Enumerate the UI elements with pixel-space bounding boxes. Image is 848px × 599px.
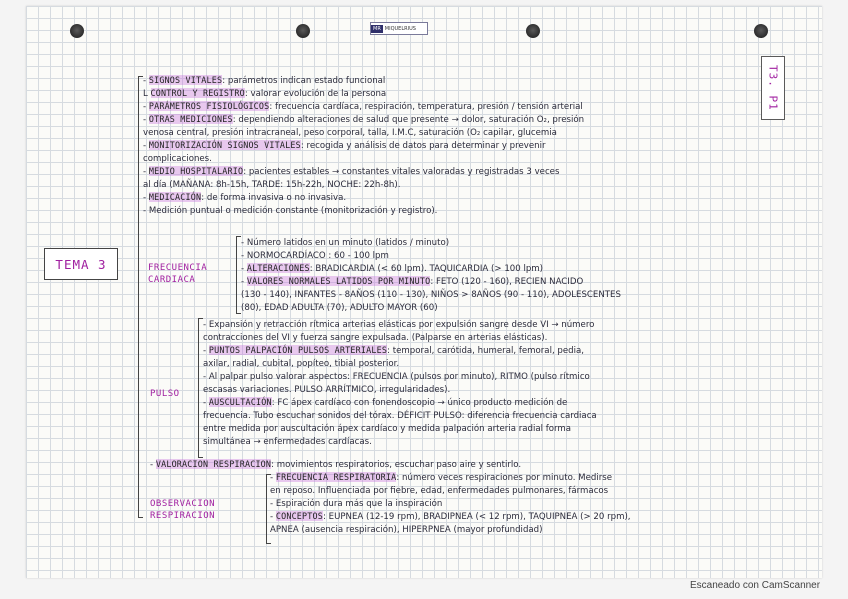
note-heading: AUSCULTACIÓN bbox=[208, 397, 272, 407]
note-text: : recogida y análisis de datos para determinar y prevenir bbox=[300, 141, 546, 151]
general-notes bbox=[143, 74, 584, 217]
note-line bbox=[143, 178, 584, 191]
note-text: (80), EDAD ADULTA (70), ADULTO MAYOR (60) bbox=[241, 303, 438, 313]
note-text: entre medida por auscultación ápex cardíaco y medida palpación arteria radial forma bbox=[203, 424, 572, 434]
note-bullet: L bbox=[143, 89, 151, 99]
note-text: al día (MAÑANA: 8h-15h, TARDE: 15h-22h, NOCHE: 22h-8h). bbox=[143, 180, 401, 190]
topic-title-box bbox=[44, 248, 118, 280]
scanner-watermark: Escaneado con CamScanner bbox=[690, 580, 821, 591]
note-text: : EUPNEA (12-19 rpm), BRADIPNEA (< 12 rpm), TAQUIPNEA (> 20 rpm), bbox=[323, 512, 631, 522]
note-line bbox=[241, 236, 621, 249]
note-text: Expansión y retracción rítmica arterias elásticas por expulsión sangre desde VI → número bbox=[208, 320, 595, 330]
note-line bbox=[203, 409, 597, 422]
note-line bbox=[143, 139, 584, 152]
note-bullet: - bbox=[270, 473, 276, 483]
note-bullet: - bbox=[203, 320, 209, 330]
obs-label-line: RESPIRACION bbox=[150, 511, 216, 521]
note-line bbox=[143, 100, 584, 113]
note-heading: SIGNOS VITALES bbox=[148, 75, 223, 85]
page-tab bbox=[761, 56, 785, 120]
pulso-label bbox=[150, 388, 180, 400]
note-text: Al palpar pulso valorar aspectos: FRECUENCIA (pulsos por minuto), RITMO (pulso rítmico bbox=[208, 372, 590, 382]
binder-hole-icon bbox=[526, 24, 540, 38]
note-text: : valorar evolución de la persona bbox=[244, 89, 387, 99]
note-text: : dependiendo alteraciones de salud que presente → dolor, saturación O₂, presión bbox=[232, 115, 585, 125]
note-bullet: - bbox=[241, 251, 247, 261]
note-heading: PARÁMETROS FISIOLÓGICOS bbox=[148, 101, 270, 111]
note-text: complicaciones. bbox=[143, 154, 212, 164]
note-text: NORMOCARDÍACO : 60 - 100 lpm bbox=[246, 251, 389, 261]
pulso-notes bbox=[203, 318, 597, 448]
note-line bbox=[150, 471, 631, 484]
note-heading: OTRAS MEDICIONES bbox=[148, 114, 233, 124]
note-bullet: - bbox=[143, 206, 149, 216]
note-heading: VALORES NORMALES LATIDOS POR MINUTO bbox=[246, 276, 431, 286]
note-line bbox=[143, 87, 584, 100]
note-heading: PUNTOS PALPACIÓN PULSOS ARTERIALES bbox=[208, 345, 388, 355]
note-text: escasas variaciones. PULSO ARRÍTMICO, irregularidades). bbox=[203, 385, 451, 395]
note-bullet: - bbox=[143, 167, 149, 177]
note-bullet: - bbox=[203, 346, 209, 356]
note-bullet: - bbox=[143, 141, 149, 151]
note-text: : movimientos respiratorios, escuchar paso aire y sentirlo. bbox=[271, 460, 522, 470]
note-heading: MEDICACIÓN bbox=[148, 192, 202, 202]
note-text: frecuencia. Tubo escuchar sonidos del tórax. DÉFICIT PULSO: diferencia frecuencia cardiaca bbox=[203, 411, 597, 421]
note-heading: FRECUENCIA RESPIRATORIA bbox=[275, 472, 397, 482]
note-heading: MEDIO HOSPITALARIO bbox=[148, 166, 244, 176]
note-text: APNEA (ausencia respiración), HIPERPNEA (mayor profundidad) bbox=[270, 525, 543, 535]
note-bullet: - bbox=[143, 115, 149, 125]
note-text: : BRADICARDIA (< 60 lpm). TAQUICARDIA (> 100 lpm) bbox=[309, 264, 544, 274]
note-bullet: - bbox=[270, 499, 276, 509]
note-bullet: - bbox=[241, 238, 247, 248]
note-line bbox=[143, 152, 584, 165]
note-text: : FETO (120 - 160), RECIEN NACIDO bbox=[430, 277, 584, 287]
note-line bbox=[203, 396, 597, 409]
note-line bbox=[241, 288, 621, 301]
note-line bbox=[143, 191, 584, 204]
pulso-label-text: PULSO bbox=[150, 389, 180, 399]
note-text: : de forma invasiva o no invasiva. bbox=[201, 193, 347, 203]
note-heading: VALORACION RESPIRACION bbox=[155, 459, 272, 469]
note-line bbox=[203, 422, 597, 435]
note-text: axilar, radial, cubital, popíteo, tibial posterior. bbox=[203, 359, 400, 369]
note-bullet: - bbox=[150, 460, 156, 470]
note-line bbox=[150, 497, 631, 510]
note-text: : temporal, carótida, humeral, femoral, pedia, bbox=[387, 346, 585, 356]
binder-hole-icon bbox=[296, 24, 310, 38]
fc-label-line: FRECUENCIA bbox=[148, 263, 208, 273]
note-line bbox=[143, 204, 584, 217]
notebook-brand-logo bbox=[370, 22, 428, 35]
note-bullet: - bbox=[203, 372, 209, 382]
brand-mark: MR bbox=[373, 25, 381, 32]
fc-label-line: CARDIACA bbox=[148, 275, 196, 285]
page-tab-label: T3. P1 bbox=[766, 65, 780, 111]
note-line bbox=[203, 344, 597, 357]
note-line bbox=[150, 523, 631, 536]
fc-notes bbox=[241, 236, 621, 314]
note-line bbox=[203, 331, 597, 344]
note-line bbox=[143, 113, 584, 126]
note-text: Espiración dura más que la inspiración bbox=[275, 499, 443, 509]
note-text: Número latidos en un minuto (latidos / minuto) bbox=[246, 238, 450, 248]
note-bullet: - bbox=[270, 512, 276, 522]
resp-notes bbox=[150, 458, 631, 536]
note-line bbox=[150, 510, 631, 523]
note-line bbox=[150, 458, 631, 471]
note-line bbox=[203, 370, 597, 383]
obs-label-line: OBSERVACION bbox=[150, 499, 216, 509]
note-text: venosa central, presión intracraneal, peso corporal, talla, I.M.C, saturación (O₂ capilar, glucemia bbox=[143, 128, 557, 138]
note-bullet: - bbox=[143, 193, 149, 203]
note-text: : pacientes estables → constantes vitales valoradas y registradas 3 veces bbox=[243, 167, 560, 177]
note-text: : parámetros indican estado funcional bbox=[222, 76, 386, 86]
note-bullet: - bbox=[241, 277, 247, 287]
note-bullet: - bbox=[241, 264, 247, 274]
brand-name: MIQUELRIUS bbox=[384, 25, 416, 32]
note-text: en reposo. Influenciada por fiebre, edad, enfermedades pulmonares, fármacos bbox=[270, 486, 609, 496]
note-line bbox=[143, 165, 584, 178]
note-text: simultánea → enfermedades cardíacas. bbox=[203, 437, 372, 447]
note-line bbox=[143, 126, 584, 139]
note-line bbox=[203, 318, 597, 331]
note-line bbox=[150, 484, 631, 497]
note-line bbox=[241, 262, 621, 275]
note-heading: ALTERACIONES bbox=[246, 263, 310, 273]
note-text: (130 - 140), INFANTES - 8AÑOS (110 - 130), NIÑOS > 8AÑOS (90 - 110), ADOLESCENTES bbox=[241, 290, 621, 300]
note-line bbox=[241, 275, 621, 288]
note-line bbox=[203, 357, 597, 370]
note-bullet: - bbox=[203, 398, 209, 408]
topic-title: TEMA 3 bbox=[55, 256, 107, 272]
note-bullet: - bbox=[143, 102, 149, 112]
note-text: : frecuencia cardíaca, respiración, temperatura, presión / tensión arterial bbox=[269, 102, 583, 112]
note-text: : número veces respiraciones por minuto. Medirse bbox=[396, 473, 613, 483]
binder-hole-icon bbox=[70, 24, 84, 38]
fc-label bbox=[148, 262, 207, 286]
note-text: : FC ápex cardíaco con fonendoscopio → único producto medición de bbox=[271, 398, 568, 408]
note-line bbox=[203, 383, 597, 396]
note-line bbox=[241, 249, 621, 262]
note-line bbox=[143, 74, 584, 87]
note-line bbox=[241, 301, 621, 314]
note-text: Medición puntual o medición constante (monitorización y registro). bbox=[148, 206, 438, 216]
note-text: contracciones del VI y fuerza sangre expulsada. (Palparse en arterias elásticas). bbox=[203, 333, 548, 343]
note-heading: CONCEPTOS bbox=[275, 511, 324, 521]
note-line bbox=[203, 435, 597, 448]
binder-hole-icon bbox=[754, 24, 768, 38]
note-bullet: - bbox=[143, 76, 149, 86]
note-heading: CONTROL Y REGISTRO bbox=[150, 88, 245, 98]
note-heading: MONITORIZACIÓN SIGNOS VITALES bbox=[148, 140, 301, 150]
